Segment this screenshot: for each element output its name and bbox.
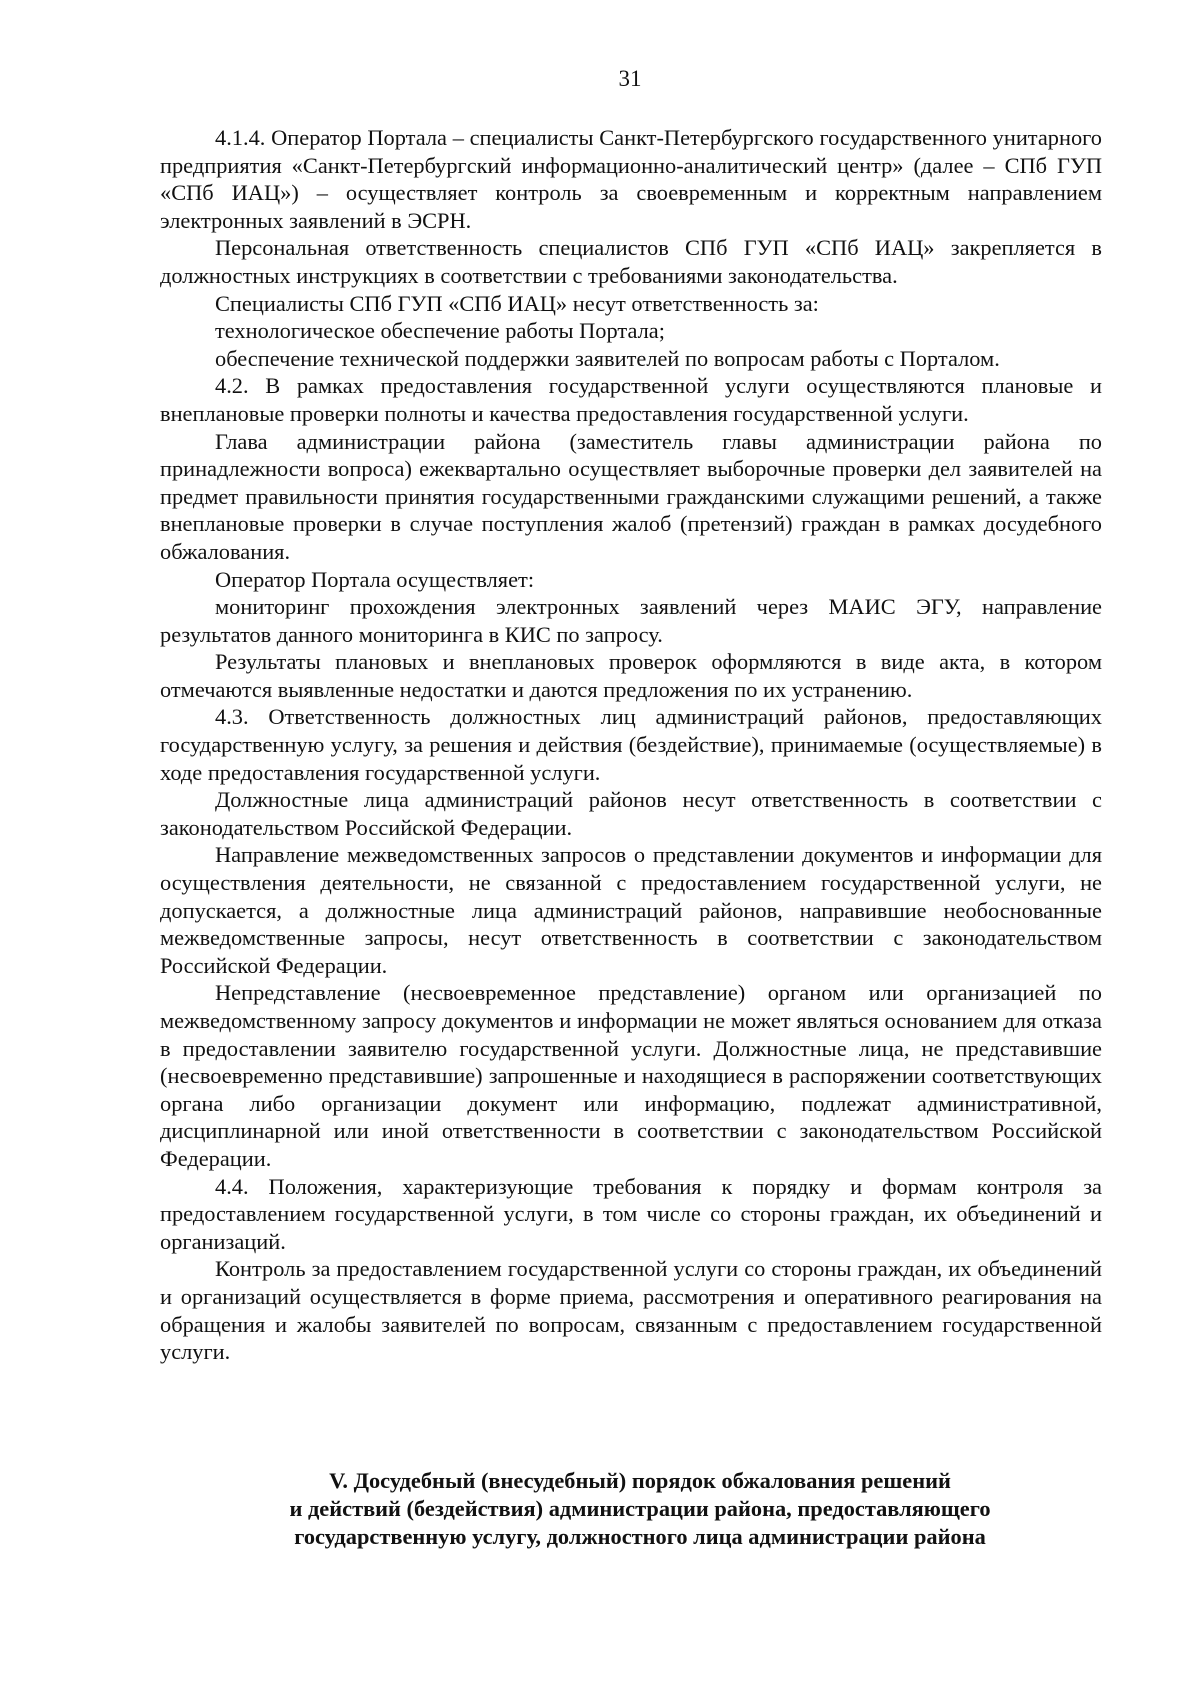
section-heading-line: государственную услугу, должностного лица администрации района [294,1524,986,1549]
section-heading-line: и действий (бездействия) администрации района, предоставляющего [289,1496,991,1521]
page-number: 31 [618,66,642,91]
paragraph-citizen-control: Контроль за предоставлением государственной услуги со стороны граждан, их объединений и организаций осуществляется в форме приема, рассмотрения и оперативного реагирования на обращения и жалобы заявителей по вопросам, связанным с предоставлением государственной услуги. [160,1256,1102,1365]
paragraph-4-1-4: 4.1.4. Оператор Портала – специалисты Санкт-Петербургского государственного унитарного предприятия «Санкт-Петербургский информационно-аналитический центр» (далее – СПб ГУП «СПб ИАЦ») – осуществляет контроль за своевременным и корректным направлением электронных заявлений в ЭСРН. [160,125,1102,233]
paragraph-4-2: 4.2. В рамках предоставления государственной услуги осуществляются плановые и внеплановые проверки полноты и качества предоставления государственной услуги. [160,373,1102,426]
section-heading-line: V. Досудебный (внесудебный) порядок обжалования решений [329,1468,951,1493]
paragraph-monitoring: мониторинг прохождения электронных заявлений через МАИС ЭГУ, направление результатов данного мониторинга в КИС по запросу. [160,594,1102,647]
paragraph-4-3: 4.3. Ответственность должностных лиц администраций районов, предоставляющих государственную услугу, за решения и действия (бездействие), принимаемые (осуществляемые) в ходе предоставления государственной услуги. [160,704,1102,785]
paragraph-specialists-responsible: Специалисты СПб ГУП «СПб ИАЦ» несут ответственность за: [215,290,819,316]
paragraph-4-4: 4.4. Положения, характеризующие требования к порядку и формам контроля за предоставлением государственной услуги, в том числе со стороны граждан, их объединений и организаций. [160,1173,1102,1254]
paragraph-head-of-administration: Глава администрации района (заместитель главы администрации района по принадлежности вопроса) ежеквартально осуществляет выборочные проверки дел заявителей на предмет правильности принятия государственными гражданскими служащими решений, а также внеплановые проверки в случае поступления жалоб (претензий) граждан в рамках досудебного обжалования. [160,428,1102,564]
paragraph-operator-performs: Оператор Портала осуществляет: [215,566,535,592]
paragraph-technical-support: обеспечение технической поддержки заявителей по вопросам работы с Порталом. [215,345,1000,371]
paragraph-personal-responsibility: Персональная ответственность специалистов СПб ГУП «СПб ИАЦ» закрепляется в должностных инструкциях в соответствии с требованиями законодательства. [160,235,1102,288]
section-heading [210,1467,1070,1551]
paragraph-technological-support: технологическое обеспечение работы Портала; [215,318,665,344]
paragraph-officials-responsibility: Должностные лица администраций районов несут ответственность в соответствии с законодательством Российской Федерации. [160,787,1102,840]
paragraph-interagency-requests: Направление межведомственных запросов о представлении документов и информации для осуществления деятельности, не связанной с предоставлением государственной услуги, не допускается, а должностные лица администраций районов, направившие необоснованные межведомственные запросы, несут ответственность в соответствии с законодательством Российской Федерации. [160,842,1102,978]
paragraph-non-submission: Непредставление (несвоевременное представление) органом или организацией по межведомственному запросу документов и информации не может являться основанием для отказа в предоставлении заявителю государственной услуги. Должностные лица, не представившие (несвоевременно представившие) запрошенные и находящиеся в распоряжении соответствующих органа либо организации документ или информацию, подлежат административной, дисциплинарной или иной ответственности в соответствии с законодательством Российской Федерации. [160,980,1102,1171]
document-body [160,124,1102,1366]
paragraph-inspection-results: Результаты плановых и внеплановых проверок оформляются в виде акта, в котором отмечаются выявленные недостатки и даются предложения по их устранению. [160,649,1102,702]
